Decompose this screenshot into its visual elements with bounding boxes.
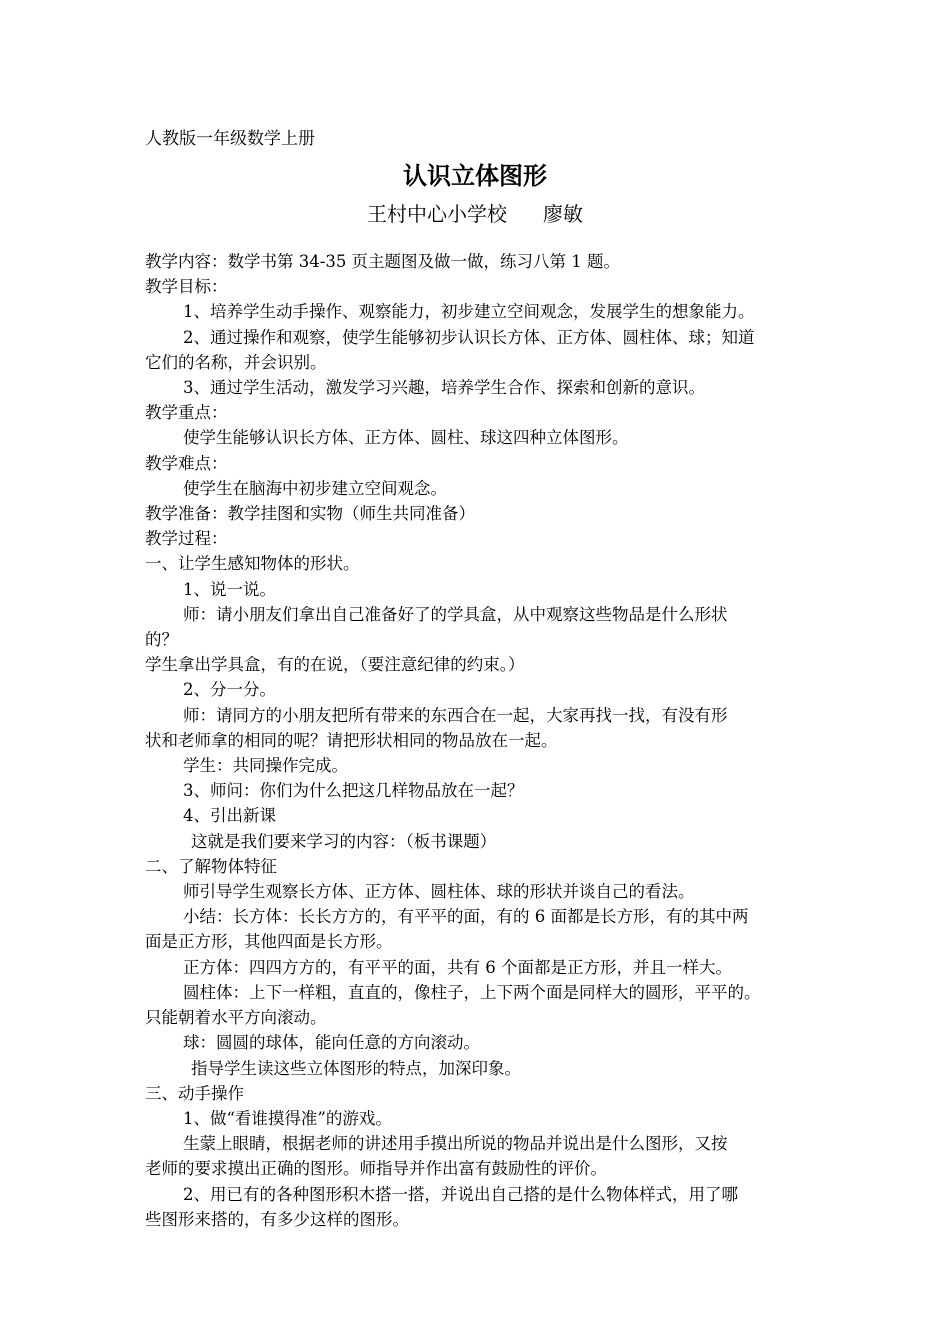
text-line: 1、做“看谁摸得准”的游戏。: [183, 1108, 392, 1128]
text-line: 1、培养学生动手操作、观察能力，初步建立空间观念，发展学生的想象能力。: [183, 302, 755, 322]
text-line: 指导学生读这些立体图形的特点，加深印象。: [191, 1058, 521, 1078]
text-line: 它们的名称，并会识别。: [145, 352, 327, 372]
byline: [0, 200, 950, 228]
text-line: 教学过程：: [145, 529, 228, 549]
text-line: 使学生能够认识长方体、正方体、圆柱、球这四种立体图形。: [183, 428, 629, 448]
text-line: 圆柱体：上下一样粗，直直的，像柱子，上下两个面是同样大的圆形，平平的。: [183, 982, 761, 1002]
text-line: 师：请同方的小朋友把所有带来的东西合在一起，大家再找一找，有没有形: [183, 705, 728, 725]
text-line: 正方体：四四方方的，有平平的面，共有 6 个面都是正方形，并且一样大。: [183, 957, 732, 977]
text-line: 使学生在脑海中初步建立空间观念。: [183, 478, 447, 498]
text-line: 一、让学生感知物体的形状。: [145, 554, 360, 574]
text-line: 教学难点：: [145, 453, 228, 473]
text-line: 面是正方形，其他四面是长方形。: [145, 932, 393, 952]
text-line: 3、师问：你们为什么把这几样物品放在一起？: [183, 781, 524, 801]
text-line: 2、分一分。: [183, 680, 276, 700]
text-line: 老师的要求摸出正确的图形。师指导并作出富有鼓励性的评价。: [145, 1159, 607, 1179]
text-line: 只能朝着水平方向滚动。: [145, 1008, 327, 1028]
text-line: 4、引出新课: [183, 806, 276, 826]
text-line: 教学目标：: [145, 277, 228, 297]
text-line: 二、了解物体特征: [145, 856, 277, 876]
text-line: 师引导学生观察长方体、正方体、圆柱体、球的形状并谈自己的看法。: [183, 882, 695, 902]
lesson-title: 认识立体图形: [403, 161, 547, 190]
author-name: 廖敏: [543, 202, 583, 226]
school-name: 王村中心小学校: [367, 202, 507, 226]
text-line: 2、通过操作和观察，使学生能够初步认识长方体、正方体、圆柱体、球；知道: [183, 327, 755, 347]
text-line: 学生：共同操作完成。: [183, 756, 348, 776]
text-line: 生蒙上眼睛，根据老师的讲述用手摸出所说的物品并说出是什么图形，又按: [183, 1134, 728, 1154]
text-line: 教学重点：: [145, 403, 228, 423]
text-line: 这就是我们要来学习的内容：（板书课题）: [191, 831, 497, 851]
text-line: 2、用已有的各种图形积木搭一搭，并说出自己搭的是什么物体样式，用了哪: [183, 1184, 738, 1204]
text-line: 三、动手操作: [145, 1083, 244, 1103]
text-line: 学生拿出学具盒，有的在说，（要注意纪律的约束。）: [145, 655, 525, 675]
text-line: 师：请小朋友们拿出自己准备好了的学具盒，从中观察这些物品是什么形状: [183, 604, 728, 624]
lesson-body: [145, 249, 810, 1232]
text-line: 小结：长方体：长长方方的，有平平的面，有的 6 面都是长方形，有的其中两: [183, 907, 749, 927]
text-line: 的？: [145, 630, 178, 650]
text-line: 教学准备：教学挂图和实物（师生共同准备）: [145, 504, 475, 524]
text-line: 教学内容：数学书第 34-35 页主题图及做一做，练习八第 1 题。: [145, 252, 621, 271]
text-line: 球：圆圆的球体，能向任意的方向滚动。: [183, 1033, 480, 1053]
text-line: 状和老师拿的相同的呢？请把形状相同的物品放在一起。: [145, 730, 558, 750]
text-line: 1、说一说。: [183, 579, 276, 599]
text-line: 些图形来搭的，有多少这样的图形。: [145, 1209, 409, 1229]
textbook-header: 人教版一年级数学上册: [145, 129, 315, 149]
text-line: 3、通过学生活动，激发学习兴趣，培养学生合作、探索和创新的意识。: [183, 378, 705, 398]
